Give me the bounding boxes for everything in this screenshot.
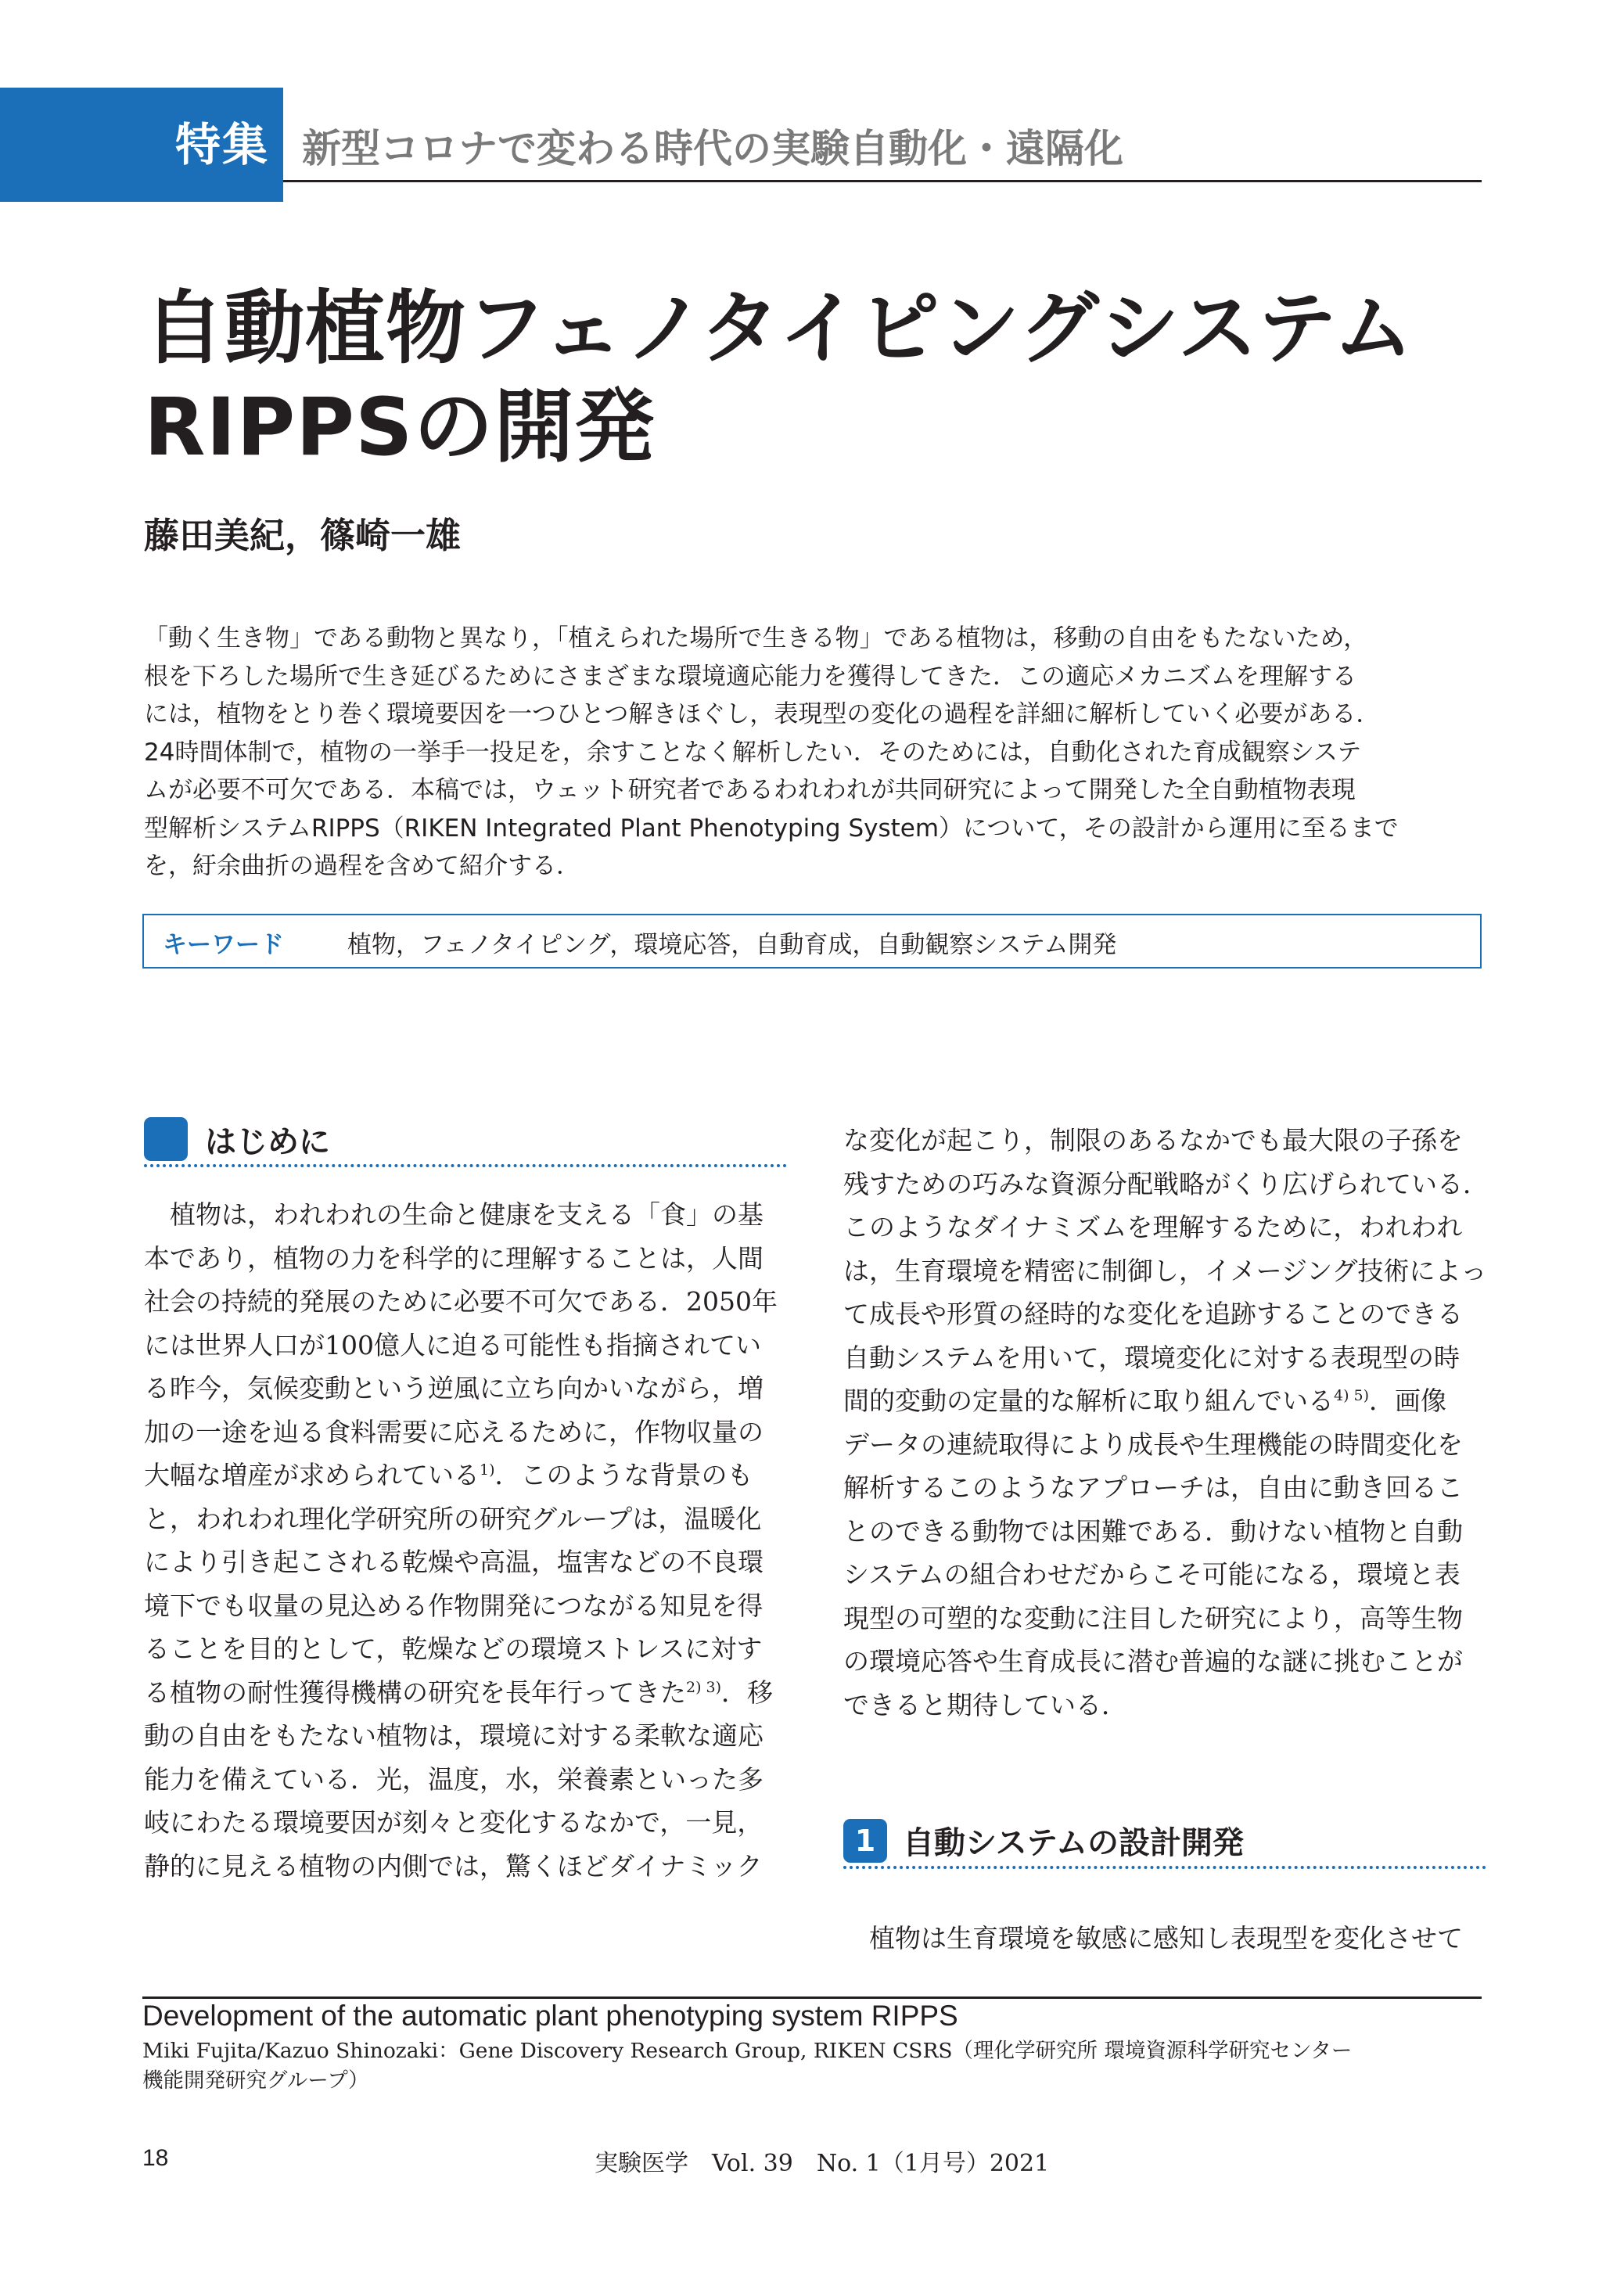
body-line: 植物は生育環境を敏感に感知し表現型を変化させて (843, 1923, 1463, 1953)
left-column-body (144, 1193, 787, 1888)
body-line: は，生育環境を精密に制御し，イメージング技術によっ (843, 1255, 1487, 1286)
abstract-line: ムが必要不可欠である．本稿では，ウェット研究者であるわれわれが共同研究によって開発した全自動植物表現 (144, 776, 1356, 804)
body-text: ．画像 (1369, 1386, 1447, 1416)
section-square-icon (144, 1117, 188, 1161)
english-title: Development of the automatic plant phenotyping system RIPPS (142, 2000, 958, 2032)
authors: 藤田美紀，篠崎一雄 (144, 515, 462, 556)
abstract-line: には，植物をとり巻く環境要因を一つひとつ解きほぐし，表現型の変化の過程を詳細に解析していく必要がある． (144, 700, 1381, 728)
body-line: 解析するこのようなアプローチは，自由に動き回るこ (843, 1472, 1463, 1503)
body-line: 残すための巧みな資源分配戦略がくり広げられている． (843, 1168, 1489, 1199)
body-line: 本であり，植物の力を科学的に理解することは，人間 (144, 1242, 763, 1274)
body-line: できると期待している． (843, 1689, 1127, 1720)
body-line: る昨今，気候変動という逆風に立ち向かいながら，増 (144, 1373, 763, 1403)
journal-info: 実験医学 Vol. 39 No. 1（1月号）2021 (595, 2150, 1050, 2177)
affiliation (142, 2036, 1482, 2096)
body-line: の環境応答や生育成長に潜む普遍的な謎に挑むことが (843, 1646, 1463, 1677)
keyword-label: キーワード (163, 931, 284, 959)
abstract-line: を，紆余曲折の過程を含めて紹介する． (144, 852, 580, 880)
body-text: ．移 (721, 1677, 774, 1708)
body-line: データの連続取得により成長や生理機能の時間変化を (843, 1429, 1463, 1460)
body-line: 加の一途を辿る食料需要に応えるために，作物収量の (144, 1416, 763, 1447)
body-line: 静的に見える植物の内側では，驚くほどダイナミック (144, 1850, 763, 1881)
footer-rule (142, 1996, 1482, 1999)
body-line: により引き起こされる乾燥や高温，塩害などの不良環 (144, 1547, 763, 1577)
body-line-with-ref (843, 1379, 1486, 1423)
body-line: 動の自由をもたない植物は，環境に対する柔軟な適応 (144, 1720, 763, 1751)
body-text: ．このような背景のも (494, 1460, 753, 1490)
body-line: 岐にわたる環境要因が刻々と変化するなかで，一見， (144, 1807, 763, 1838)
body-line: て成長や形質の経時的な変化を追跡することのできる (843, 1299, 1463, 1329)
header-rule (283, 180, 1482, 182)
abstract-line: 24時間体制で，植物の一挙手一投足を，余すことなく解析したい．そのためには，自動化された育成観察システ (144, 738, 1362, 767)
keyword-text: 植物，フェノタイピング，環境応答，自動育成，自動観察システム開発 (347, 931, 1117, 959)
body-line: な変化が起こり，制限のあるなかでも最大限の子孫を (843, 1125, 1463, 1155)
body-line: とのできる動物では困難である．動けない植物と自動 (843, 1515, 1463, 1547)
body-line: 社会の持続的発展のために必要不可欠である．2050年 (144, 1286, 778, 1317)
body-line: と，われわれ理化学研究所の研究グループは，温暖化 (144, 1503, 762, 1534)
body-line: ることを目的として，乾燥などの環境ストレスに対す (144, 1633, 763, 1664)
citation-ref: 4) 5) (1334, 1387, 1370, 1404)
body-text: 大幅な増産が求められている (144, 1460, 480, 1490)
article-title (144, 280, 1521, 477)
body-line-with-ref (144, 1671, 787, 1715)
body-line: 自動システムを用いて，環境変化に対する表現型の時 (843, 1342, 1461, 1373)
section-title-design: 自動システムの設計開発 (903, 1825, 1244, 1861)
section-body (843, 1917, 1486, 1961)
body-line: には世界人口が100億人に迫る可能性も指摘されてい (144, 1329, 761, 1360)
body-line: システムの組合わせだからこそ可能になる，環境と表 (843, 1559, 1461, 1590)
body-line: 現型の可塑的な変動に注目した研究により，高等生物 (843, 1602, 1463, 1633)
abstract-line: 型解析システムRIPPS（RIKEN Integrated Plant Phenotyping System）について，その設計から運用に至るまで (144, 814, 1399, 843)
body-line: 能力を備えている．光，温度，水，栄養素といった多 (144, 1763, 763, 1795)
abstract-line: 根を下ろした場所で生き延びるためにさまざまな環境適応能力を獲得してきた．この適応メカニズムを理解する (144, 662, 1356, 691)
body-line-with-ref (144, 1454, 787, 1497)
feature-subtitle: 新型コロナで変わる時代の実験自動化・遠隔化 (302, 126, 1123, 171)
abstract (144, 620, 1482, 886)
body-text: る植物の耐性獲得機構の研究を長年行ってきた (144, 1677, 686, 1708)
page-number: 18 (142, 2145, 169, 2171)
affiliation-line: 機能開発研究グループ） (142, 2068, 369, 2093)
citation-ref: 2) 3) (686, 1678, 722, 1696)
feature-tag: 特集 (0, 88, 283, 202)
body-line: 植物は，われわれの生命と健康を支える「食」の基 (144, 1199, 763, 1230)
section-number-badge: 1 (843, 1819, 887, 1863)
body-line: このようなダイナミズムを理解するために，われわれ (843, 1212, 1463, 1242)
affiliation-line: Miki Fujita/Kazuo Shinozaki：Gene Discovery Research Group, RIKEN CSRS（理化学研究所 環境資源科学研究センター (142, 2039, 1353, 2063)
body-line: 境下でも収量の見込める作物開発につながる知見を得 (144, 1590, 763, 1621)
title-line-1: 自動植物フェノタイピングシステム (144, 282, 1414, 376)
abstract-line: 「動く生き物」である動物と異なり，「植えられた場所で生きる物」である植物は，移動の自由をもたないため， (144, 624, 1368, 652)
title-line-2: RIPPSの開発 (144, 381, 656, 474)
section-dotted-rule (843, 1866, 1486, 1869)
body-text: 間的変動の定量的な解析に取り組んでいる (843, 1386, 1334, 1416)
citation-ref: 1) (480, 1461, 495, 1479)
right-column-body (843, 1119, 1489, 1727)
section-title-intro: はじめに (205, 1124, 330, 1160)
section-dotted-rule (144, 1164, 787, 1167)
